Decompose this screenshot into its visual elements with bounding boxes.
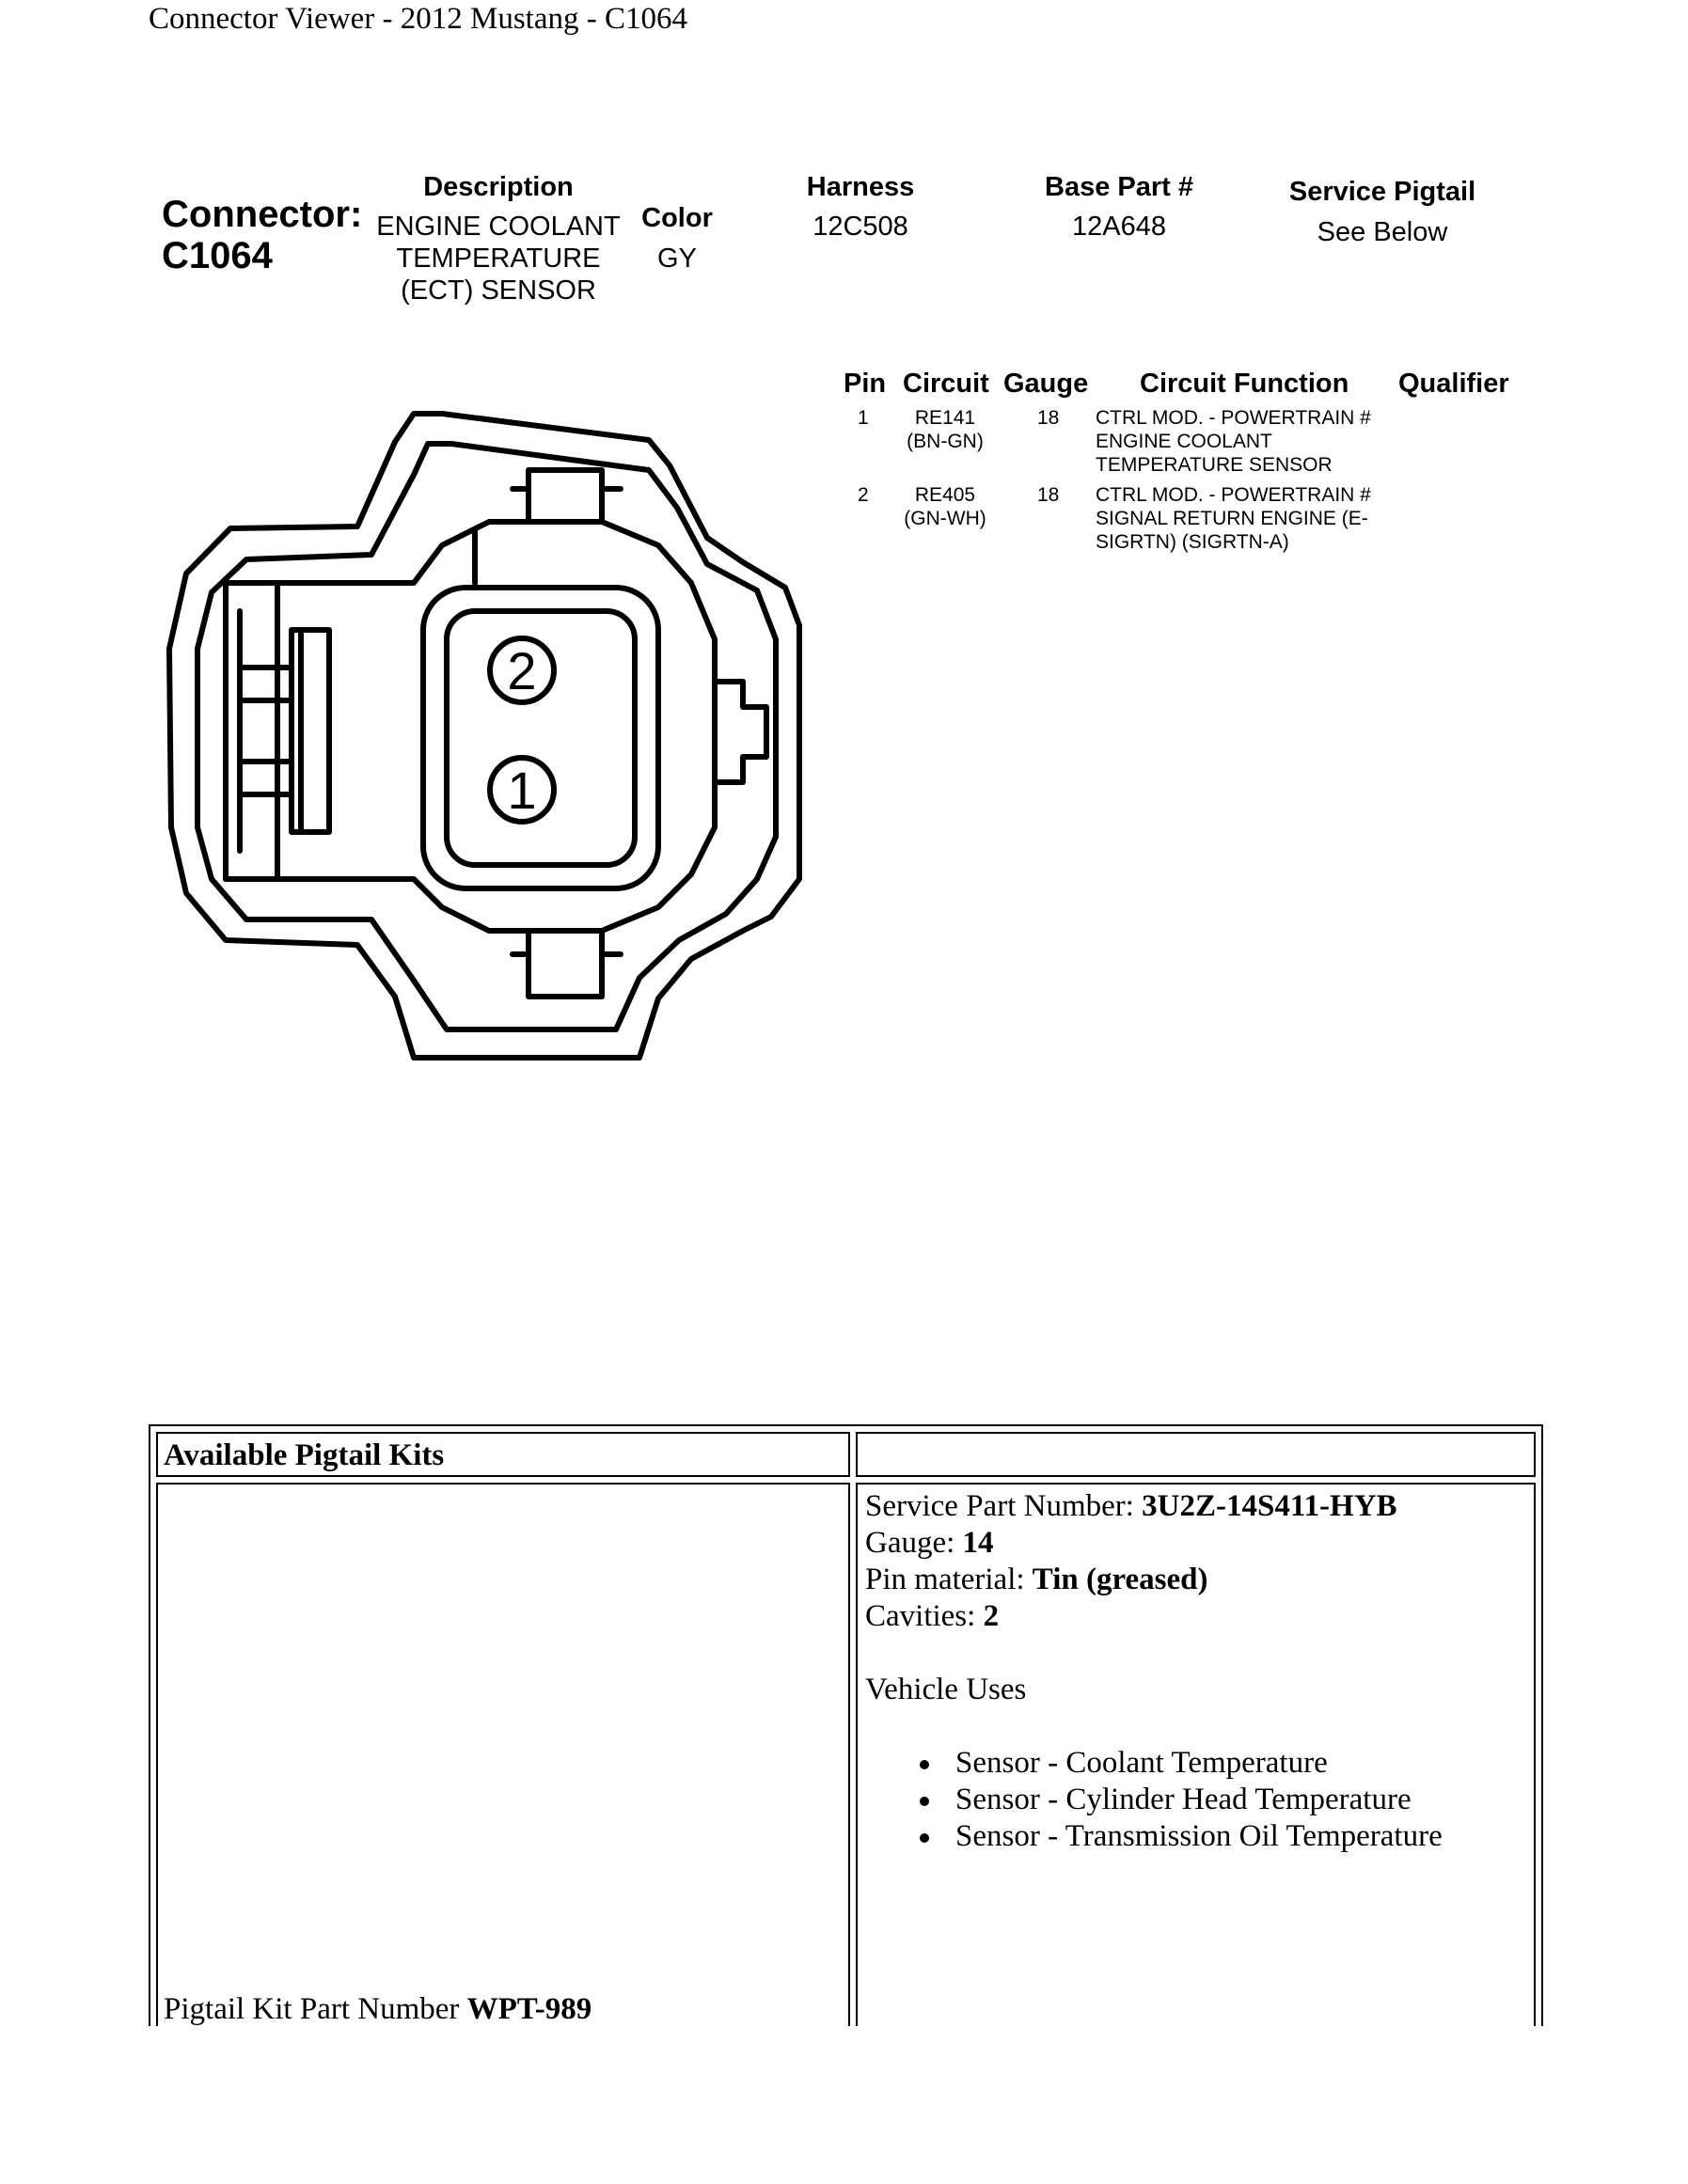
pin-header: Pin xyxy=(844,369,887,399)
list-item: Sensor - Transmission Oil Temperature xyxy=(912,1818,1526,1855)
description-header: Description xyxy=(423,172,574,202)
wire-color: (GN-WH) xyxy=(904,508,986,529)
gauge-value: 14 xyxy=(962,1526,994,1560)
cavities-value: 2 xyxy=(983,1599,1000,1633)
wire-color: (BN-GN) xyxy=(907,431,984,452)
circuit-function-header: Circuit Function xyxy=(1140,369,1349,399)
kit-part-label: Pigtail Kit Part Number xyxy=(164,1992,467,2026)
kit-part-value: WPT-989 xyxy=(466,1992,592,2026)
pigtail-details-cell xyxy=(856,1483,1536,2026)
circuit-id: RE405 xyxy=(914,484,976,506)
description-value xyxy=(367,211,630,306)
function-line: ENGINE COOLANT xyxy=(1096,431,1272,452)
pin-number: 1 xyxy=(858,407,869,429)
description-line: ENGINE COOLANT xyxy=(376,212,621,242)
pin-1-label: 1 xyxy=(507,761,537,820)
circuit-header: Circuit xyxy=(903,369,989,399)
pin-material-label: Pin material: xyxy=(865,1563,1033,1596)
function-cell xyxy=(1096,406,1371,477)
upper-key xyxy=(475,470,621,583)
pin-cavity-inner xyxy=(447,611,635,865)
service-pigtail-value: See Below xyxy=(1317,217,1448,247)
connector-face-diagram xyxy=(160,395,818,1072)
description-line: TEMPERATURE xyxy=(396,244,601,274)
function-line: SIGRTN) (SIGRTN-A) xyxy=(1096,531,1289,553)
service-part-label: Service Part Number: xyxy=(865,1489,1143,1523)
list-item: Sensor - Coolant Temperature xyxy=(912,1745,1526,1782)
right-tab xyxy=(715,682,766,782)
function-line: CTRL MOD. - POWERTRAIN # xyxy=(1096,407,1371,429)
pigtail-header-empty-cell xyxy=(856,1432,1536,1477)
pigtail-title: Available Pigtail Kits xyxy=(164,1438,445,1472)
harness-value: 12C508 xyxy=(812,212,908,242)
base-part-header: Base Part # xyxy=(1045,172,1193,202)
color-header: Color xyxy=(641,203,713,233)
function-cell xyxy=(1096,483,1371,554)
pigtail-kit-part xyxy=(164,1991,592,2028)
gauge-line xyxy=(865,1525,1526,1562)
lower-key xyxy=(513,931,621,997)
harness-header: Harness xyxy=(806,172,915,202)
gauge-label: Gauge: xyxy=(865,1526,963,1560)
function-line: TEMPERATURE SENSOR xyxy=(1096,454,1333,476)
function-line: CTRL MOD. - POWERTRAIN # xyxy=(1096,484,1371,506)
description-line: (ECT) SENSOR xyxy=(401,275,596,306)
connector-label: Connector: xyxy=(162,194,363,235)
latch xyxy=(226,583,329,879)
pin-2-label: 2 xyxy=(507,641,537,700)
service-pigtail-header: Service Pigtail xyxy=(1288,177,1476,207)
base-part-value: 12A648 xyxy=(1072,212,1166,242)
service-part-value: 3U2Z-14S411-HYB xyxy=(1142,1489,1397,1523)
cavities-label: Cavities: xyxy=(865,1599,984,1633)
service-part-line xyxy=(865,1488,1526,1525)
cavities-line xyxy=(865,1598,1526,1635)
pin-cavity-outer xyxy=(423,588,658,888)
gauge-cell: 18 xyxy=(1037,407,1060,429)
gauge-cell: 18 xyxy=(1037,484,1060,506)
connector-label-block xyxy=(162,194,362,276)
vehicle-uses-label: Vehicle Uses xyxy=(865,1673,1027,1706)
vehicle-uses-list xyxy=(912,1745,1526,1855)
gauge-header: Gauge xyxy=(1003,369,1089,399)
circuit-cell xyxy=(893,483,997,530)
function-line: SIGNAL RETURN ENGINE (E- xyxy=(1096,508,1368,529)
pigtail-kit-cell xyxy=(156,1483,850,2026)
list-item: Sensor - Cylinder Head Temperature xyxy=(912,1782,1526,1818)
color-value: GY xyxy=(657,244,697,274)
circuit-id: RE141 xyxy=(914,407,976,429)
page-title: Connector Viewer - 2012 Mustang - C1064 xyxy=(149,2,687,36)
pin-material-line xyxy=(865,1562,1526,1598)
pigtail-kits-table xyxy=(149,1424,1543,2026)
pin-material-value: Tin (greased) xyxy=(1032,1563,1208,1596)
circuit-cell xyxy=(893,406,997,453)
qualifier-header: Qualifier xyxy=(1398,369,1509,399)
connector-outer-shell xyxy=(169,414,799,1058)
connector-id: C1064 xyxy=(162,235,273,276)
pin-number: 2 xyxy=(858,484,869,506)
pigtail-header-cell xyxy=(156,1432,850,1477)
